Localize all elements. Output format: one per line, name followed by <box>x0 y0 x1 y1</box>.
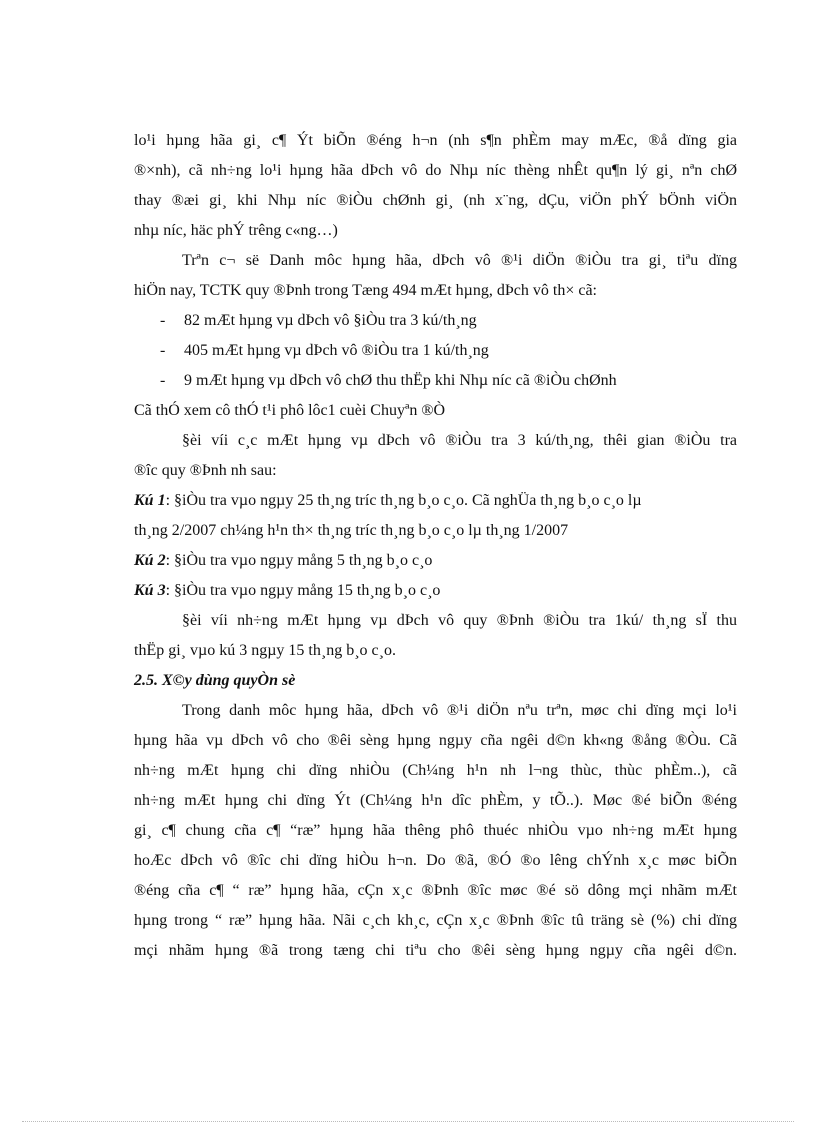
paragraph-line: hiÖn nay, TCTK quy ®Þnh trong Tæng 494 mÆt hµng, dÞch vô th× cã: <box>134 282 597 299</box>
paragraph-line: Cã thÓ xem cô thÓ t¹i phô lôc1 cuèi Chuyªn ®Ò <box>134 402 446 419</box>
period-2-line <box>134 546 737 576</box>
paragraph-line: hµng trong “ ræ” hµng hãa. Nãi c¸ch kh¸c, cÇn x¸c ®Þnh ®îc tû träng sè (%) chi dïng <box>134 912 737 929</box>
page-body <box>134 126 737 966</box>
list-item <box>134 306 737 336</box>
paragraph-line: th¸ng 2/2007 ch¼ng h¹n th× th¸ng tríc th¸ng b¸o c¸o lµ th¸ng 1/2007 <box>134 522 569 539</box>
paragraph-line: §èi víi nh÷ng mÆt hµng vµ dÞch vô quy ®Þnh ®iÒu tra 1kú/ th¸ng sÏ thu <box>182 612 737 629</box>
period-1-text: : §iÒu tra vµo ngµy 25 th¸ng tríc th¸ng b¸o c¸o. Cã nghÜa th¸ng b¸o c¸o lµ <box>165 492 642 509</box>
paragraph-line: ®éng cña c¶ “ ræ” hµng hãa, cÇn x¸c ®Þnh ®îc møc ®é sö dông mçi nhãm mÆt <box>134 882 737 899</box>
paragraph-line: Trong danh môc hµng hãa, dÞch vô ®¹i diÖn nªu trªn, møc chi dïng mçi lo¹i <box>182 702 737 719</box>
paragraph-line: Trªn c¬ së Danh môc hµng hãa, dÞch vô ®¹i diÖn ®iÒu tra gi¸ tiªu dïng <box>182 252 737 269</box>
page-bottom-divider <box>22 1121 794 1122</box>
paragraph-line: ®×nh), cã nh÷ng lo¹i hµng hãa dÞch vô do Nhµ níc thèng nhÊt qu¶n lý gi¸ nªn chØ <box>134 162 737 179</box>
period-1-label: Kú 1 <box>134 492 166 509</box>
paragraph-line: hoÆc dÞch vô ®îc chi dïng hiÒu h¬n. Do ®ã, ®Ó ®o lêng chÝnh x¸c møc biÕn <box>134 852 737 869</box>
paragraph-line: thËp gi¸ vµo kú 3 ngµy 15 th¸ng b¸o c¸o. <box>134 642 396 659</box>
paragraph-line: gi¸ c¶ chung cña c¶ “ræ” hµng hãa thêng phô thuéc nhiÒu vµo nh÷ng mÆt hµng <box>134 822 737 839</box>
period-3-label: Kú 3 <box>134 582 166 599</box>
section-heading: 2.5. X©y dùng quyÒn sè <box>134 672 296 689</box>
paragraph-line: hµng hãa vµ dÞch vô cho ®êi sèng hµng ngµy cña ngêi d©n kh«ng ®ång ®Òu. Cã <box>134 732 737 749</box>
list-item-text: 405 mÆt hµng vµ dÞch vô ®iÒu tra 1 kú/th¸ng <box>184 342 489 359</box>
list-item-text: 9 mÆt hµng vµ dÞch vô chØ thu thËp khi Nhµ níc cã ®iÒu chØnh <box>184 372 617 389</box>
paragraph-line: mçi nhãm hµng ®ã trong tæng chi tiªu cho ®êi sèng hµng ngµy cña ngêi d©n. <box>134 942 737 959</box>
list-item-text: 82 mÆt hµng vµ dÞch vô §iÒu tra 3 kú/th¸ng <box>184 312 477 329</box>
list-item <box>134 366 737 396</box>
paragraph-line: ®îc quy ®Þnh nh sau: <box>134 462 277 479</box>
period-2-label: Kú 2 <box>134 552 166 569</box>
period-2-text: : §iÒu tra vµo ngµy mång 5 th¸ng b¸o c¸o <box>165 552 433 569</box>
paragraph-line: §èi víi c¸c mÆt hµng vµ dÞch vô ®iÒu tra 3 kú/th¸ng, thêi gian ®iÒu tra <box>182 432 737 449</box>
paragraph-line: nhµ níc, häc phÝ trêng c«ng…) <box>134 222 338 239</box>
list-item <box>134 336 737 366</box>
bullet-marker: - <box>160 342 166 359</box>
bullet-marker: - <box>160 312 166 329</box>
paragraph-line: thay ®æi gi¸ khi Nhµ níc ®iÒu chØnh gi¸ (nh x¨ng, dÇu, viÖn phÝ bÖnh viÖn <box>134 192 737 209</box>
bullet-marker: - <box>160 372 166 389</box>
paragraph-line: lo¹i hµng hãa gi¸ c¶ Ýt biÕn ®éng h¬n (nh s¶n phÈm may mÆc, ®å dïng gia <box>134 132 737 149</box>
period-3-line <box>134 576 737 606</box>
period-3-text: : §iÒu tra vµo ngµy mång 15 th¸ng b¸o c¸o <box>165 582 441 599</box>
paragraph-line: nh÷ng mÆt hµng chi dïng Ýt (Ch¼ng h¹n dîc phÈm, y tÕ..). Møc ®é biÕn ®éng <box>134 792 737 809</box>
period-1-line <box>134 486 737 516</box>
paragraph-line: nh÷ng mÆt hµng chi dïng nhiÒu (Ch¼ng h¹n nh l¬ng thùc, thùc phÈm..), cã <box>134 762 737 779</box>
